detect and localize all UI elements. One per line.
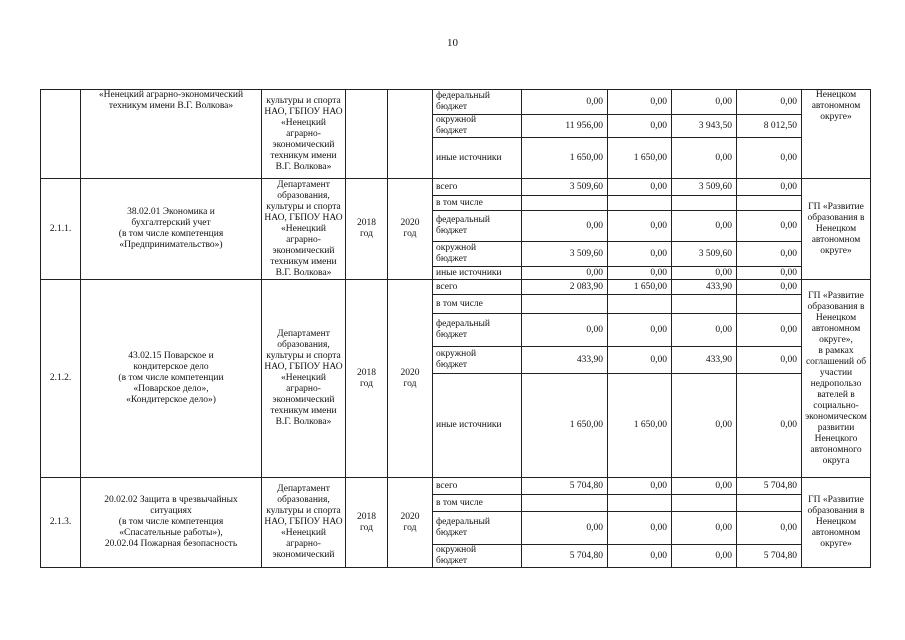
measure-name-cell: 20.02.02 Защита в чрезвычайных ситуациях (в том числе компетенция «Спасательные работы»), 20.02.04 Пожарная безопасность bbox=[81, 478, 262, 568]
amount-2019-cell: 3 943,50 bbox=[672, 115, 737, 138]
amount-2018-cell: 0,00 bbox=[608, 347, 672, 374]
amount-2018-cell: 0,00 bbox=[608, 179, 672, 196]
funding-source-cell: всего bbox=[433, 478, 522, 495]
funding-source-cell: в том числе bbox=[433, 495, 522, 512]
total-amount-cell: 1 650,00 bbox=[522, 138, 608, 179]
row-id-cell: 2.1.3. bbox=[41, 478, 81, 568]
amount-2020-cell: 5 704,80 bbox=[737, 478, 802, 495]
total-amount-cell: 3 509,60 bbox=[522, 179, 608, 196]
funding-source-cell: всего bbox=[433, 280, 522, 295]
table-row bbox=[41, 90, 871, 115]
executor-cell: Департамент образования, культуры и спорта НАО, ГБПОУ НАО «Ненецкий аграрно- экономический bbox=[262, 478, 346, 568]
amount-2019-cell: 0,00 bbox=[672, 138, 737, 179]
amount-2020-cell: 0,00 bbox=[737, 179, 802, 196]
table-row bbox=[41, 478, 871, 495]
total-amount-cell: 2 083,90 bbox=[522, 280, 608, 295]
program-financing-table bbox=[40, 89, 871, 568]
amount-2019-cell: 0,00 bbox=[672, 314, 737, 347]
funding-source-cell: всего bbox=[433, 179, 522, 196]
amount-2018-cell: 0,00 bbox=[608, 242, 672, 267]
amount-2020-cell: 0,00 bbox=[737, 512, 802, 545]
total-amount-cell: 0,00 bbox=[522, 211, 608, 242]
executor-cell: культуры и спорта НАО, ГБПОУ НАО «Ненецкий аграрно- экономический техникум имени В.Г. Волкова» bbox=[262, 90, 346, 179]
page-number: 10 bbox=[447, 37, 458, 49]
end-year-cell: 2020 год bbox=[388, 478, 433, 568]
table-row bbox=[41, 280, 871, 295]
amount-2018-cell: 0,00 bbox=[608, 211, 672, 242]
state-program-cell: ГП «Развитие образования в Ненецком автономном округе», в рамках соглашений об участии недропользо вателей в социально- экономическом развитии Ненецкого автономного округа bbox=[802, 280, 871, 478]
amount-2019-cell: 3 509,60 bbox=[672, 179, 737, 196]
total-amount-cell: 1 650,00 bbox=[522, 374, 608, 478]
total-amount-cell bbox=[522, 495, 608, 512]
total-amount-cell: 3 509,60 bbox=[522, 242, 608, 267]
amount-2020-cell bbox=[737, 495, 802, 512]
amount-2018-cell: 0,00 bbox=[608, 90, 672, 115]
measure-name-cell: «Ненецкий аграрно-экономический техникум имени В.Г. Волкова» bbox=[81, 90, 262, 179]
funding-source-cell: окружной бюджет bbox=[433, 347, 522, 374]
amount-2020-cell: 0,00 bbox=[737, 280, 802, 295]
amount-2019-cell: 0,00 bbox=[672, 211, 737, 242]
measure-name-cell: 43.02.15 Поварское и кондитерское дело (в том числе компетенции «Поварское дело», «Кондитерское дело») bbox=[81, 280, 262, 478]
amount-2018-cell: 0,00 bbox=[608, 267, 672, 280]
funding-source-cell: иные источники bbox=[433, 267, 522, 280]
amount-2020-cell bbox=[737, 295, 802, 314]
total-amount-cell: 433,90 bbox=[522, 347, 608, 374]
amount-2018-cell bbox=[608, 196, 672, 211]
total-amount-cell: 11 956,00 bbox=[522, 115, 608, 138]
total-amount-cell: 0,00 bbox=[522, 314, 608, 347]
total-amount-cell: 0,00 bbox=[522, 90, 608, 115]
amount-2020-cell bbox=[737, 196, 802, 211]
amount-2019-cell: 0,00 bbox=[672, 545, 737, 568]
start-year-cell: 2018 год bbox=[346, 179, 388, 280]
executor-cell: Департамент образования, культуры и спорта НАО, ГБПОУ НАО «Ненецкий аграрно- экономический техникум имени В.Г. Волкова» bbox=[262, 280, 346, 478]
amount-2019-cell: 0,00 bbox=[672, 512, 737, 545]
funding-source-cell: окружной бюджет bbox=[433, 545, 522, 568]
total-amount-cell bbox=[522, 196, 608, 211]
amount-2020-cell: 0,00 bbox=[737, 347, 802, 374]
measure-name-cell: 38.02.01 Экономика и бухгалтерский учет (в том числе компетенция «Предпринимательство») bbox=[81, 179, 262, 280]
total-amount-cell: 5 704,80 bbox=[522, 478, 608, 495]
start-year-cell: 2018 год bbox=[346, 280, 388, 478]
state-program-cell: Ненецком автономном округе» bbox=[802, 90, 871, 179]
amount-2019-cell: 433,90 bbox=[672, 347, 737, 374]
amount-2019-cell: 0,00 bbox=[672, 267, 737, 280]
amount-2019-cell: 0,00 bbox=[672, 90, 737, 115]
state-program-cell: ГП «Развитие образования в Ненецком автономном округе» bbox=[802, 179, 871, 280]
amount-2020-cell: 0,00 bbox=[737, 138, 802, 179]
end-year-cell: 2020 год bbox=[388, 179, 433, 280]
total-amount-cell bbox=[522, 295, 608, 314]
amount-2019-cell bbox=[672, 295, 737, 314]
end-year-cell: 2020 год bbox=[388, 280, 433, 478]
funding-source-cell: федеральный бюджет bbox=[433, 90, 522, 115]
funding-source-cell: федеральный бюджет bbox=[433, 512, 522, 545]
amount-2020-cell: 0,00 bbox=[737, 211, 802, 242]
end-year-cell bbox=[388, 90, 433, 179]
row-id-cell: 2.1.1. bbox=[41, 179, 81, 280]
total-amount-cell: 0,00 bbox=[522, 512, 608, 545]
amount-2018-cell: 1 650,00 bbox=[608, 374, 672, 478]
funding-source-cell: окружной бюджет bbox=[433, 115, 522, 138]
amount-2018-cell: 0,00 bbox=[608, 115, 672, 138]
amount-2018-cell: 0,00 bbox=[608, 545, 672, 568]
amount-2018-cell: 0,00 bbox=[608, 478, 672, 495]
amount-2018-cell bbox=[608, 495, 672, 512]
start-year-cell bbox=[346, 90, 388, 179]
amount-2019-cell bbox=[672, 495, 737, 512]
funding-source-cell: иные источники bbox=[433, 138, 522, 179]
amount-2020-cell: 0,00 bbox=[737, 374, 802, 478]
amount-2019-cell bbox=[672, 196, 737, 211]
executor-cell: Департамент образования, культуры и спорта НАО, ГБПОУ НАО «Ненецкий аграрно- экономический техникум имени В.Г. Волкова» bbox=[262, 179, 346, 280]
funding-source-cell: федеральный бюджет bbox=[433, 211, 522, 242]
amount-2019-cell: 3 509,60 bbox=[672, 242, 737, 267]
amount-2019-cell: 0,00 bbox=[672, 374, 737, 478]
amount-2018-cell: 1 650,00 bbox=[608, 138, 672, 179]
row-id-cell: 2.1.2. bbox=[41, 280, 81, 478]
total-amount-cell: 5 704,80 bbox=[522, 545, 608, 568]
amount-2018-cell: 0,00 bbox=[608, 512, 672, 545]
amount-2020-cell: 0,00 bbox=[737, 267, 802, 280]
state-program-cell: ГП «Развитие образования в Ненецком автономном округе» bbox=[802, 478, 871, 568]
total-amount-cell: 0,00 bbox=[522, 267, 608, 280]
amount-2019-cell: 433,90 bbox=[672, 280, 737, 295]
funding-source-cell: в том числе bbox=[433, 295, 522, 314]
start-year-cell: 2018 год bbox=[346, 478, 388, 568]
amount-2018-cell: 0,00 bbox=[608, 314, 672, 347]
amount-2020-cell: 0,00 bbox=[737, 90, 802, 115]
amount-2020-cell: 0,00 bbox=[737, 242, 802, 267]
amount-2018-cell bbox=[608, 295, 672, 314]
funding-source-cell: иные источники bbox=[433, 374, 522, 478]
funding-source-cell: в том числе bbox=[433, 196, 522, 211]
table-row bbox=[41, 179, 871, 196]
amount-2018-cell: 1 650,00 bbox=[608, 280, 672, 295]
amount-2020-cell: 0,00 bbox=[737, 314, 802, 347]
amount-2019-cell: 0,00 bbox=[672, 478, 737, 495]
table-body bbox=[41, 90, 871, 568]
funding-source-cell: федеральный бюджет bbox=[433, 314, 522, 347]
funding-source-cell: окружной бюджет bbox=[433, 242, 522, 267]
amount-2020-cell: 8 012,50 bbox=[737, 115, 802, 138]
amount-2020-cell: 5 704,80 bbox=[737, 545, 802, 568]
row-id-cell bbox=[41, 90, 81, 179]
